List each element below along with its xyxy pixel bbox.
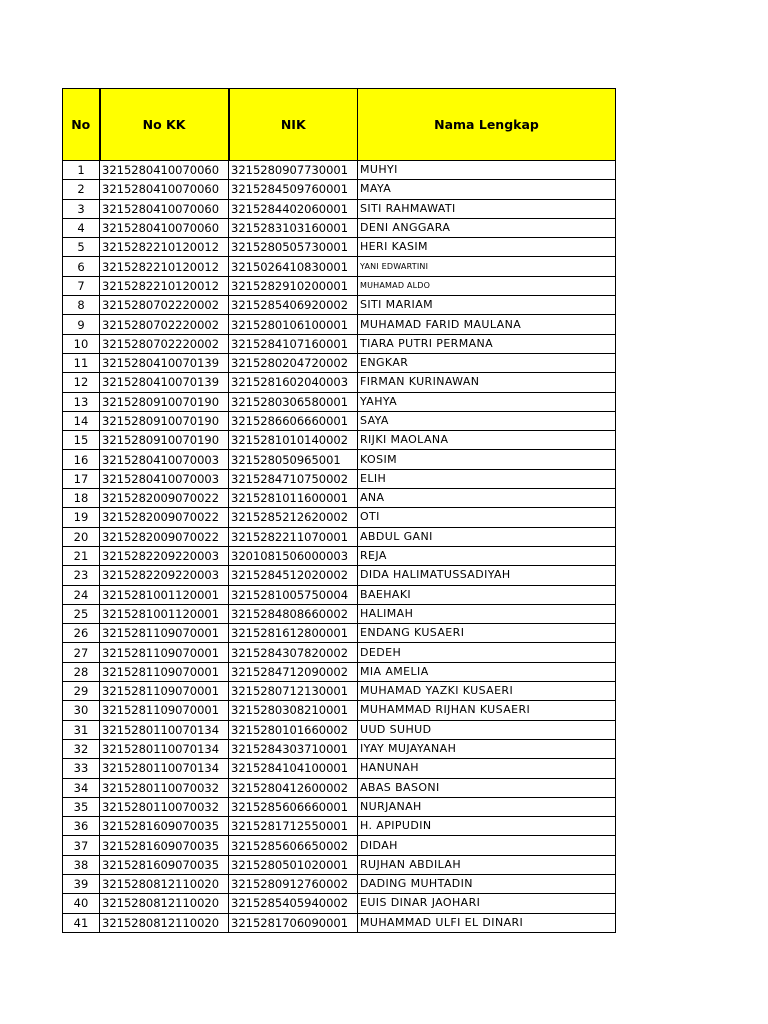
table-row <box>63 508 616 527</box>
table-row <box>63 643 616 662</box>
cell-no: 32 <box>63 739 100 758</box>
cell-nama: MIA AMELIA <box>358 662 616 681</box>
cell-nik: 3215283103160001 <box>229 218 358 237</box>
cell-nik: 3215285606650002 <box>229 836 358 855</box>
cell-no-kk: 3215280702220002 <box>100 315 229 334</box>
table-row <box>63 411 616 430</box>
cell-no-kk: 3215280812110020 <box>100 894 229 913</box>
cell-nama: MUHAMMAD RIJHAN KUSAERI <box>358 701 616 720</box>
cell-no-kk: 3215280410070060 <box>100 199 229 218</box>
cell-no-kk: 3215282210120012 <box>100 257 229 276</box>
cell-no-kk: 3215280410070139 <box>100 373 229 392</box>
cell-nik: 3215285606660001 <box>229 797 358 816</box>
cell-no-kk: 3215282009070022 <box>100 508 229 527</box>
cell-no-kk: 3215280410070139 <box>100 353 229 372</box>
cell-nik: 3215282211070001 <box>229 527 358 546</box>
table-row <box>63 373 616 392</box>
cell-no-kk: 3215280410070060 <box>100 218 229 237</box>
cell-no-kk: 3215281109070001 <box>100 701 229 720</box>
cell-nama: DIDA HALIMATUSSADIYAH <box>358 566 616 585</box>
cell-no: 30 <box>63 701 100 720</box>
cell-nik: 3215285405940002 <box>229 894 358 913</box>
cell-no: 33 <box>63 759 100 778</box>
cell-nama: MUHAMAD FARID MAULANA <box>358 315 616 334</box>
cell-no: 13 <box>63 392 100 411</box>
cell-no: 2 <box>63 180 100 199</box>
header-nik: NIK <box>229 89 358 161</box>
cell-nama: SAYA <box>358 411 616 430</box>
cell-nama: SITI MARIAM <box>358 296 616 315</box>
cell-no-kk: 3215281109070001 <box>100 662 229 681</box>
cell-nama: IYAY MUJAYANAH <box>358 739 616 758</box>
cell-nik: 3215281010140002 <box>229 431 358 450</box>
table-row <box>63 353 616 372</box>
cell-no-kk: 3215280702220002 <box>100 334 229 353</box>
cell-nama: RIJKI MAOLANA <box>358 431 616 450</box>
cell-nik: 3215280308210001 <box>229 701 358 720</box>
header-row <box>63 89 616 161</box>
cell-nama: MUHAMAD ALDO <box>358 276 616 295</box>
cell-nik: 3215281005750004 <box>229 585 358 604</box>
cell-nik: 3215281706090001 <box>229 913 358 932</box>
table-row <box>63 431 616 450</box>
cell-no: 39 <box>63 874 100 893</box>
cell-nik: 3215280412600002 <box>229 778 358 797</box>
cell-nama: ENDANG KUSAERI <box>358 624 616 643</box>
cell-no: 37 <box>63 836 100 855</box>
cell-no-kk: 3215281609070035 <box>100 836 229 855</box>
table-row <box>63 797 616 816</box>
cell-no-kk: 3215281109070001 <box>100 643 229 662</box>
cell-no: 28 <box>63 662 100 681</box>
cell-no: 26 <box>63 624 100 643</box>
cell-nama: H. APIPUDIN <box>358 817 616 836</box>
cell-nik: 3215280912760002 <box>229 874 358 893</box>
table-row <box>63 759 616 778</box>
cell-nik: 3215284303710001 <box>229 739 358 758</box>
cell-no-kk: 3215280110070032 <box>100 797 229 816</box>
table-row <box>63 489 616 508</box>
cell-no: 1 <box>63 161 100 180</box>
cell-no: 16 <box>63 450 100 469</box>
cell-nama: UUD SUHUD <box>358 720 616 739</box>
cell-nama: MUHAMMAD ULFI EL DINARI <box>358 913 616 932</box>
cell-nik: 3215280204720002 <box>229 353 358 372</box>
table-row <box>63 662 616 681</box>
cell-nama: ELIH <box>358 469 616 488</box>
cell-nik: 3215281712550001 <box>229 817 358 836</box>
cell-no: 4 <box>63 218 100 237</box>
cell-nama: DIDAH <box>358 836 616 855</box>
cell-no: 3 <box>63 199 100 218</box>
cell-no-kk: 3215282009070022 <box>100 527 229 546</box>
table-row <box>63 855 616 874</box>
cell-nik: 3215281011600001 <box>229 489 358 508</box>
cell-nama: YANI EDWARTINI <box>358 257 616 276</box>
cell-no: 6 <box>63 257 100 276</box>
table-row <box>63 720 616 739</box>
cell-no: 10 <box>63 334 100 353</box>
cell-nama: DADING MUHTADIN <box>358 874 616 893</box>
cell-nama: SITI RAHMAWATI <box>358 199 616 218</box>
cell-nik: 3215281602040003 <box>229 373 358 392</box>
cell-no-kk: 3215280110070134 <box>100 720 229 739</box>
cell-no: 38 <box>63 855 100 874</box>
cell-nik: 3215284402060001 <box>229 199 358 218</box>
cell-nama: MUHYI <box>358 161 616 180</box>
cell-no: 24 <box>63 585 100 604</box>
header-no: No <box>63 89 100 161</box>
table-row <box>63 257 616 276</box>
cell-nik: 3215284307820002 <box>229 643 358 662</box>
table-row <box>63 161 616 180</box>
cell-no-kk: 3215280110070134 <box>100 759 229 778</box>
table-row <box>63 701 616 720</box>
cell-nama: KOSIM <box>358 450 616 469</box>
cell-nama: EUIS DINAR JAOHARI <box>358 894 616 913</box>
cell-nik: 3215284107160001 <box>229 334 358 353</box>
cell-no: 19 <box>63 508 100 527</box>
cell-nama: MUHAMAD YAZKI KUSAERI <box>358 682 616 701</box>
cell-nama: NURJANAH <box>358 797 616 816</box>
cell-no-kk: 3215282209220003 <box>100 566 229 585</box>
cell-no-kk: 3215281609070035 <box>100 855 229 874</box>
cell-no: 35 <box>63 797 100 816</box>
cell-no: 21 <box>63 546 100 565</box>
cell-nik: 3215284104100001 <box>229 759 358 778</box>
cell-nama: ANA <box>358 489 616 508</box>
cell-no-kk: 3215280410070060 <box>100 161 229 180</box>
cell-nik: 3215284710750002 <box>229 469 358 488</box>
cell-no: 9 <box>63 315 100 334</box>
cell-nik: 3215280501020001 <box>229 855 358 874</box>
cell-nama: BAEHAKI <box>358 585 616 604</box>
table-row <box>63 624 616 643</box>
table-row <box>63 315 616 334</box>
cell-nama: HANUNAH <box>358 759 616 778</box>
cell-no: 7 <box>63 276 100 295</box>
cell-no: 12 <box>63 373 100 392</box>
table-row <box>63 604 616 623</box>
table-row <box>63 450 616 469</box>
cell-nik: 3215280907730001 <box>229 161 358 180</box>
cell-no: 40 <box>63 894 100 913</box>
cell-no-kk: 3215280110070032 <box>100 778 229 797</box>
table-row <box>63 199 616 218</box>
cell-nama: ABAS BASONI <box>358 778 616 797</box>
table-row <box>63 238 616 257</box>
table-row <box>63 527 616 546</box>
cell-nik: 3215284808660002 <box>229 604 358 623</box>
cell-no: 34 <box>63 778 100 797</box>
cell-no: 23 <box>63 566 100 585</box>
cell-nik: 3201081506000003 <box>229 546 358 565</box>
cell-no-kk: 3215282209220003 <box>100 546 229 565</box>
cell-no: 20 <box>63 527 100 546</box>
cell-nik: 3215281612800001 <box>229 624 358 643</box>
cell-nik: 3215280106100001 <box>229 315 358 334</box>
cell-no-kk: 3215281001120001 <box>100 604 229 623</box>
cell-nik: 3215282910200001 <box>229 276 358 295</box>
table-row <box>63 778 616 797</box>
cell-no: 15 <box>63 431 100 450</box>
data-table <box>62 88 616 933</box>
cell-nik: 3215284509760001 <box>229 180 358 199</box>
cell-no-kk: 3215280812110020 <box>100 913 229 932</box>
table-row <box>63 739 616 758</box>
cell-no-kk: 3215280910070190 <box>100 431 229 450</box>
table-row <box>63 913 616 932</box>
cell-no-kk: 3215281109070001 <box>100 624 229 643</box>
cell-no-kk: 3215282009070022 <box>100 489 229 508</box>
table-row <box>63 874 616 893</box>
cell-nama: ENGKAR <box>358 353 616 372</box>
cell-nama: REJA <box>358 546 616 565</box>
cell-no-kk: 3215280702220002 <box>100 296 229 315</box>
table-row <box>63 566 616 585</box>
cell-no-kk: 3215282210120012 <box>100 238 229 257</box>
header-no-kk: No KK <box>100 89 229 161</box>
cell-no: 25 <box>63 604 100 623</box>
cell-no: 14 <box>63 411 100 430</box>
cell-nik: 3215280306580001 <box>229 392 358 411</box>
cell-no: 11 <box>63 353 100 372</box>
cell-nama: YAHYA <box>358 392 616 411</box>
cell-no: 18 <box>63 489 100 508</box>
table-row <box>63 469 616 488</box>
cell-no: 29 <box>63 682 100 701</box>
cell-no-kk: 3215280110070134 <box>100 739 229 758</box>
table-row <box>63 334 616 353</box>
cell-nama: ABDUL GANI <box>358 527 616 546</box>
cell-nama: HALIMAH <box>358 604 616 623</box>
table-row <box>63 180 616 199</box>
cell-nama: HERI KASIM <box>358 238 616 257</box>
cell-nik: 3215286606660001 <box>229 411 358 430</box>
table-row <box>63 585 616 604</box>
cell-nama: FIRMAN KURINAWAN <box>358 373 616 392</box>
cell-no: 36 <box>63 817 100 836</box>
table-row <box>63 836 616 855</box>
cell-no-kk: 3215280410070003 <box>100 469 229 488</box>
cell-nama: TIARA PUTRI PERMANA <box>358 334 616 353</box>
table-row <box>63 296 616 315</box>
cell-nik: 3215285406920002 <box>229 296 358 315</box>
table-body <box>63 161 616 933</box>
cell-nama: OTI <box>358 508 616 527</box>
table-row <box>63 276 616 295</box>
cell-no-kk: 3215280410070003 <box>100 450 229 469</box>
header-nama-lengkap: Nama Lengkap <box>358 89 616 161</box>
cell-no-kk: 3215281001120001 <box>100 585 229 604</box>
cell-nik: 3215280712130001 <box>229 682 358 701</box>
cell-nik: 3215284712090002 <box>229 662 358 681</box>
table-row <box>63 546 616 565</box>
table-row <box>63 682 616 701</box>
cell-no-kk: 3215280910070190 <box>100 411 229 430</box>
cell-no-kk: 3215282210120012 <box>100 276 229 295</box>
cell-nama: MAYA <box>358 180 616 199</box>
table-row <box>63 817 616 836</box>
cell-nik: 3215280505730001 <box>229 238 358 257</box>
table-row <box>63 392 616 411</box>
cell-no: 17 <box>63 469 100 488</box>
cell-no: 8 <box>63 296 100 315</box>
cell-nama: DENI ANGGARA <box>358 218 616 237</box>
cell-no-kk: 3215280410070060 <box>100 180 229 199</box>
table-header <box>63 89 616 161</box>
cell-no: 31 <box>63 720 100 739</box>
cell-no: 41 <box>63 913 100 932</box>
cell-nama: RUJHAN ABDILAH <box>358 855 616 874</box>
cell-no-kk: 3215280910070190 <box>100 392 229 411</box>
cell-no: 27 <box>63 643 100 662</box>
table-row <box>63 218 616 237</box>
cell-nik: 3215284512020002 <box>229 566 358 585</box>
cell-no-kk: 3215280812110020 <box>100 874 229 893</box>
table-row <box>63 894 616 913</box>
cell-no-kk: 3215281109070001 <box>100 682 229 701</box>
cell-nama: DEDEH <box>358 643 616 662</box>
cell-nik: 321528050965001 <box>229 450 358 469</box>
cell-no: 5 <box>63 238 100 257</box>
cell-no-kk: 3215281609070035 <box>100 817 229 836</box>
cell-nik: 3215285212620002 <box>229 508 358 527</box>
cell-nik: 3215026410830001 <box>229 257 358 276</box>
cell-nik: 3215280101660002 <box>229 720 358 739</box>
